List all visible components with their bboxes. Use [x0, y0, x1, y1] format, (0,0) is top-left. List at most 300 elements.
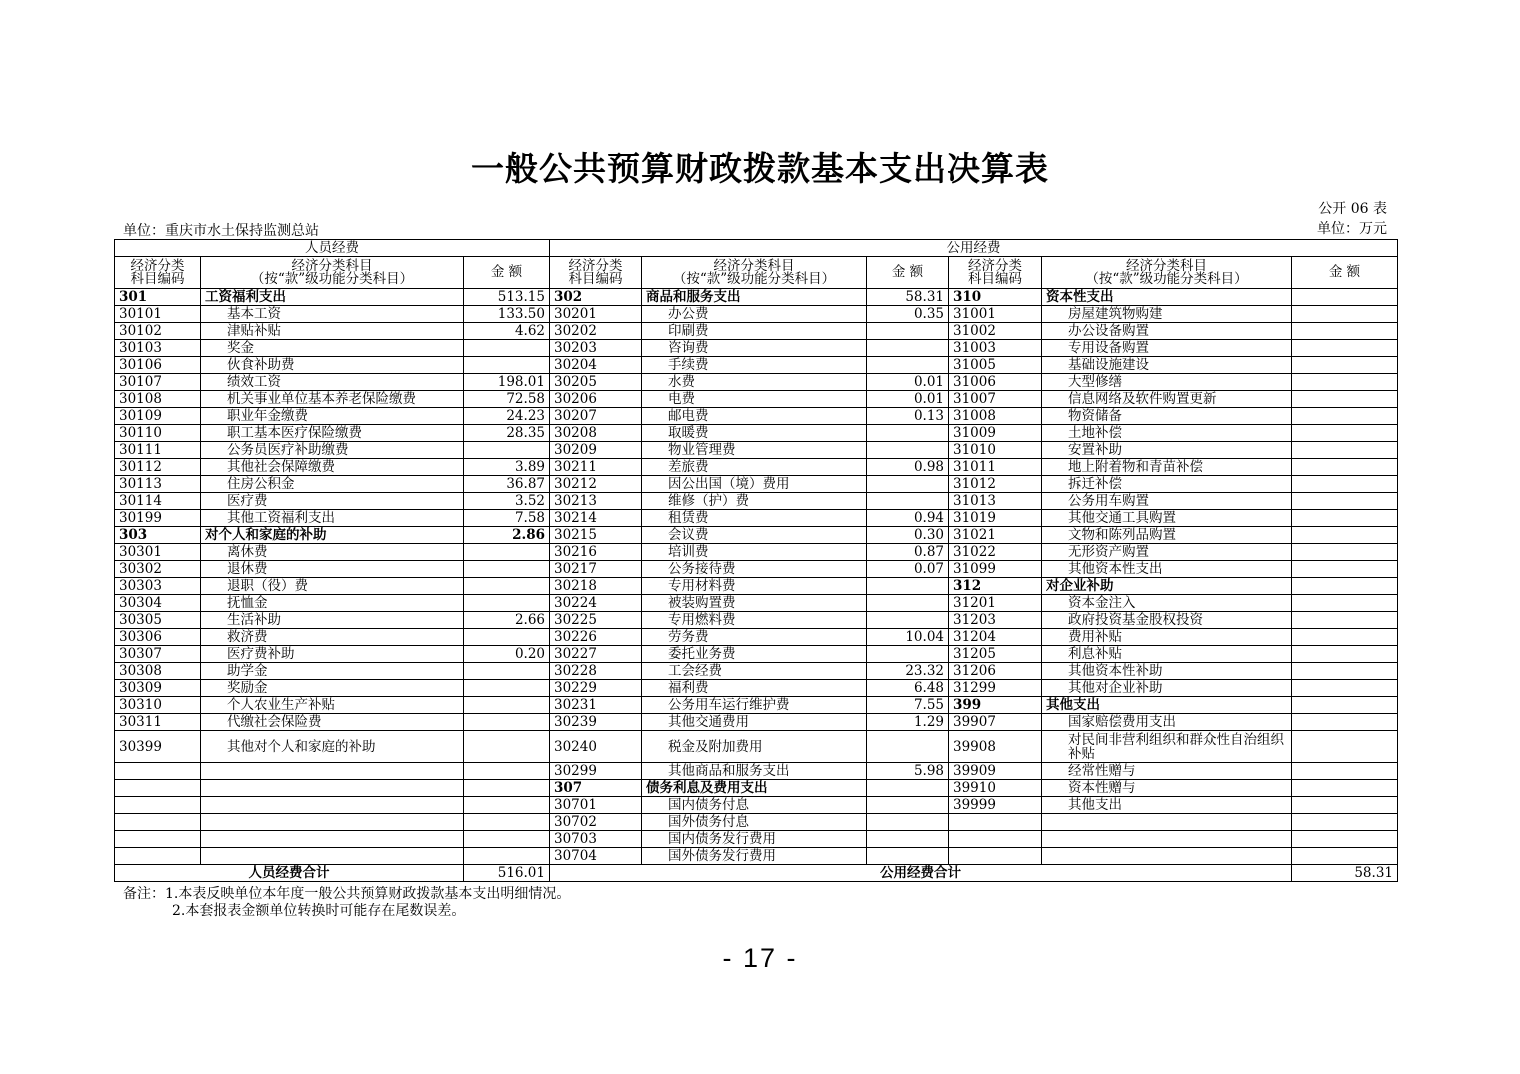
- code-cell: 30102: [115, 323, 201, 340]
- code-cell: 30301: [115, 544, 201, 561]
- code-cell: 30299: [550, 763, 642, 780]
- name-cell: 医疗费: [201, 493, 464, 510]
- table-row: [115, 595, 1398, 612]
- amount-cell: [464, 697, 550, 714]
- amount-cell: [464, 544, 550, 561]
- amount-header: 金 额: [1292, 257, 1398, 289]
- amount-cell: [1292, 476, 1398, 493]
- amount-cell: [867, 442, 949, 459]
- name-cell: 退职（役）费: [201, 578, 464, 595]
- amount-cell: 0.30: [867, 527, 949, 544]
- name-cell: 工会经费: [642, 663, 867, 680]
- name-cell: 福利费: [642, 680, 867, 697]
- name-cell: 大型修缮: [1042, 374, 1292, 391]
- code-cell: [115, 763, 201, 780]
- table-row: [115, 848, 1398, 865]
- name-cell: 因公出国（境）费用: [642, 476, 867, 493]
- code-cell: 30229: [550, 680, 642, 697]
- name-cell: 国内债务付息: [642, 797, 867, 814]
- code-cell: 30702: [550, 814, 642, 831]
- code-cell: 30205: [550, 374, 642, 391]
- name-cell: 绩效工资: [201, 374, 464, 391]
- amount-cell: [1292, 442, 1398, 459]
- code-cell: 30199: [115, 510, 201, 527]
- amount-cell: [1292, 459, 1398, 476]
- totals-row: [115, 865, 1398, 882]
- code-cell: 30217: [550, 561, 642, 578]
- table-row: [115, 663, 1398, 680]
- amount-cell: 0.35: [867, 306, 949, 323]
- code-cell: 30203: [550, 340, 642, 357]
- code-cell: 30399: [115, 731, 201, 763]
- name-cell: 办公费: [642, 306, 867, 323]
- name-cell: 经常性赠与: [1042, 763, 1292, 780]
- code-cell: 30215: [550, 527, 642, 544]
- name-header: 经济分类科目 （按“款”级功能分类科目）: [642, 257, 867, 289]
- table-row: [115, 289, 1398, 306]
- note-line: 2.本套报表金额单位转换时可能存在尾数误差。: [172, 903, 466, 919]
- amount-cell: [867, 595, 949, 612]
- code-cell: 31002: [949, 323, 1042, 340]
- table-row: [115, 527, 1398, 544]
- table-row: [115, 374, 1398, 391]
- code-cell: 30216: [550, 544, 642, 561]
- amount-cell: [464, 595, 550, 612]
- code-cell: 30225: [550, 612, 642, 629]
- code-cell: 30207: [550, 408, 642, 425]
- name-cell: 租赁费: [642, 510, 867, 527]
- code-header: 经济分类 科目编码: [115, 257, 201, 289]
- name-cell: 物资储备: [1042, 408, 1292, 425]
- name-cell: 基本工资: [201, 306, 464, 323]
- amount-cell: [1292, 544, 1398, 561]
- code-cell: 399: [949, 697, 1042, 714]
- name-cell: 咨询费: [642, 340, 867, 357]
- table-row: [115, 763, 1398, 780]
- amount-cell: 4.62: [464, 323, 550, 340]
- code-cell: 30101: [115, 306, 201, 323]
- code-cell: 30110: [115, 425, 201, 442]
- amount-cell: [867, 646, 949, 663]
- amount-cell: [1292, 814, 1398, 831]
- name-header: 经济分类科目 （按“款”级功能分类科目）: [201, 257, 464, 289]
- table-row: [115, 459, 1398, 476]
- name-cell: 办公设备购置: [1042, 323, 1292, 340]
- code-cell: 30231: [550, 697, 642, 714]
- amount-cell: [464, 831, 550, 848]
- code-cell: [115, 780, 201, 797]
- code-cell: [115, 831, 201, 848]
- amount-cell: 7.58: [464, 510, 550, 527]
- name-cell: 退休费: [201, 561, 464, 578]
- table-row: [115, 680, 1398, 697]
- name-cell: 专用设备购置: [1042, 340, 1292, 357]
- name-cell: 国外债务发行费用: [642, 848, 867, 865]
- code-cell: 30240: [550, 731, 642, 763]
- amount-cell: [867, 731, 949, 763]
- page-title: 一般公共预算财政拨款基本支出决算表: [471, 149, 1049, 188]
- amount-cell: [464, 561, 550, 578]
- code-cell: 30109: [115, 408, 201, 425]
- name-cell: 职业年金缴费: [201, 408, 464, 425]
- amount-cell: [867, 425, 949, 442]
- code-cell: 30303: [115, 578, 201, 595]
- money-unit: 单位：万元: [1317, 221, 1387, 237]
- name-cell: 生活补助: [201, 612, 464, 629]
- name-cell: 邮电费: [642, 408, 867, 425]
- name-cell: [1042, 831, 1292, 848]
- amount-cell: [1292, 831, 1398, 848]
- code-cell: [949, 848, 1042, 865]
- header-row-columns: [115, 257, 1398, 289]
- code-cell: 30311: [115, 714, 201, 731]
- code-cell: 39999: [949, 797, 1042, 814]
- code-cell: 31006: [949, 374, 1042, 391]
- code-cell: 31005: [949, 357, 1042, 374]
- amount-cell: [1292, 374, 1398, 391]
- name-cell: 房屋建筑物购建: [1042, 306, 1292, 323]
- code-cell: 30201: [550, 306, 642, 323]
- amount-cell: 513.15: [464, 289, 550, 306]
- name-cell: 安置补助: [1042, 442, 1292, 459]
- code-cell: 30213: [550, 493, 642, 510]
- amount-cell: [1292, 357, 1398, 374]
- code-cell: 39910: [949, 780, 1042, 797]
- name-cell: 其他对企业补助: [1042, 680, 1292, 697]
- amount-cell: [867, 814, 949, 831]
- name-cell: 救济费: [201, 629, 464, 646]
- name-cell: 资本性赠与: [1042, 780, 1292, 797]
- amount-cell: [867, 493, 949, 510]
- code-cell: 31011: [949, 459, 1042, 476]
- personnel-header: 人员经费: [115, 240, 550, 257]
- amount-cell: [867, 476, 949, 493]
- code-cell: 31299: [949, 680, 1042, 697]
- amount-cell: 0.98: [867, 459, 949, 476]
- code-cell: 30107: [115, 374, 201, 391]
- table-row: [115, 646, 1398, 663]
- code-cell: 30111: [115, 442, 201, 459]
- code-cell: 30302: [115, 561, 201, 578]
- amount-cell: 1.29: [867, 714, 949, 731]
- amount-cell: 0.01: [867, 391, 949, 408]
- name-cell: 国外债务付息: [642, 814, 867, 831]
- code-cell: 312: [949, 578, 1042, 595]
- amount-cell: [464, 763, 550, 780]
- name-cell: 资本金注入: [1042, 595, 1292, 612]
- code-cell: 31206: [949, 663, 1042, 680]
- amount-cell: [1292, 323, 1398, 340]
- name-cell: 其他资本性补助: [1042, 663, 1292, 680]
- code-cell: 30202: [550, 323, 642, 340]
- code-cell: 30114: [115, 493, 201, 510]
- table-row: [115, 831, 1398, 848]
- name-cell: 对个人和家庭的补助: [201, 527, 464, 544]
- amount-cell: 5.98: [867, 763, 949, 780]
- code-cell: 39908: [949, 731, 1042, 763]
- name-cell: 利息补贴: [1042, 646, 1292, 663]
- amount-cell: 0.13: [867, 408, 949, 425]
- code-cell: 30214: [550, 510, 642, 527]
- code-cell: 30108: [115, 391, 201, 408]
- name-cell: 奖金: [201, 340, 464, 357]
- name-cell: 其他对个人和家庭的补助: [201, 731, 464, 763]
- amount-cell: 6.48: [867, 680, 949, 697]
- amount-cell: [464, 663, 550, 680]
- name-cell: [1042, 848, 1292, 865]
- code-cell: [949, 831, 1042, 848]
- code-header: 经济分类 科目编码: [550, 257, 642, 289]
- name-cell: 其他交通费用: [642, 714, 867, 731]
- code-cell: 30306: [115, 629, 201, 646]
- code-cell: 39909: [949, 763, 1042, 780]
- table-row: [115, 561, 1398, 578]
- code-cell: 31003: [949, 340, 1042, 357]
- code-cell: 30305: [115, 612, 201, 629]
- table-row: [115, 306, 1398, 323]
- name-cell: [201, 780, 464, 797]
- code-cell: 30226: [550, 629, 642, 646]
- name-cell: 手续费: [642, 357, 867, 374]
- name-cell: 信息网络及软件购置更新: [1042, 391, 1292, 408]
- name-cell: 抚恤金: [201, 595, 464, 612]
- name-cell: 物业管理费: [642, 442, 867, 459]
- form-number: 公开 06 表: [1318, 201, 1387, 217]
- code-cell: 30209: [550, 442, 642, 459]
- name-cell: 公务用车购置: [1042, 493, 1292, 510]
- public-total-value: 58.31: [1292, 865, 1398, 882]
- table-row: [115, 612, 1398, 629]
- name-cell: 商品和服务支出: [642, 289, 867, 306]
- amount-cell: [464, 780, 550, 797]
- amount-cell: 0.94: [867, 510, 949, 527]
- name-cell: 专用燃料费: [642, 612, 867, 629]
- amount-cell: 0.20: [464, 646, 550, 663]
- name-cell: 地上附着物和青苗补偿: [1042, 459, 1292, 476]
- table-row: [115, 391, 1398, 408]
- table-body: [115, 289, 1398, 865]
- name-cell: 伙食补助费: [201, 357, 464, 374]
- table-row: [115, 544, 1398, 561]
- name-cell: 公务员医疗补助缴费: [201, 442, 464, 459]
- code-cell: 30704: [550, 848, 642, 865]
- amount-header: 金 额: [464, 257, 550, 289]
- name-cell: [201, 814, 464, 831]
- header-row-groups: [115, 240, 1398, 257]
- name-cell: 委托业务费: [642, 646, 867, 663]
- name-cell: 土地补偿: [1042, 425, 1292, 442]
- table-row: [115, 697, 1398, 714]
- name-cell: 印刷费: [642, 323, 867, 340]
- amount-cell: [1292, 697, 1398, 714]
- amount-cell: [867, 323, 949, 340]
- amount-cell: [1292, 731, 1398, 763]
- table-row: [115, 442, 1398, 459]
- code-cell: 31007: [949, 391, 1042, 408]
- amount-cell: [1292, 714, 1398, 731]
- reporting-unit: 单位：重庆市水土保持监测总站: [123, 223, 319, 239]
- code-cell: 30106: [115, 357, 201, 374]
- code-cell: 31008: [949, 408, 1042, 425]
- amount-cell: [1292, 612, 1398, 629]
- amount-cell: [464, 714, 550, 731]
- amount-cell: [464, 848, 550, 865]
- name-cell: 资本性支出: [1042, 289, 1292, 306]
- code-cell: 31204: [949, 629, 1042, 646]
- amount-cell: [1292, 763, 1398, 780]
- table-row: [115, 408, 1398, 425]
- amount-cell: [867, 780, 949, 797]
- table-row: [115, 425, 1398, 442]
- personnel-total-value: 516.01: [464, 865, 550, 882]
- name-cell: 其他工资福利支出: [201, 510, 464, 527]
- code-cell: [115, 814, 201, 831]
- code-cell: 30701: [550, 797, 642, 814]
- code-cell: 30212: [550, 476, 642, 493]
- amount-cell: [464, 578, 550, 595]
- amount-cell: [1292, 848, 1398, 865]
- amount-cell: [867, 848, 949, 865]
- name-cell: 其他支出: [1042, 697, 1292, 714]
- code-cell: 301: [115, 289, 201, 306]
- name-cell: 税金及附加费用: [642, 731, 867, 763]
- name-cell: 专用材料费: [642, 578, 867, 595]
- name-cell: [201, 848, 464, 865]
- name-cell: 其他资本性支出: [1042, 561, 1292, 578]
- code-cell: [949, 814, 1042, 831]
- name-cell: 拆迁补偿: [1042, 476, 1292, 493]
- code-cell: 30308: [115, 663, 201, 680]
- amount-cell: 36.87: [464, 476, 550, 493]
- table-row: [115, 629, 1398, 646]
- code-cell: 31203: [949, 612, 1042, 629]
- public-total-label: 公用经费合计: [550, 865, 1292, 882]
- amount-cell: [1292, 289, 1398, 306]
- amount-cell: [464, 814, 550, 831]
- amount-cell: [1292, 561, 1398, 578]
- code-cell: [115, 797, 201, 814]
- name-cell: 其他社会保障缴费: [201, 459, 464, 476]
- code-cell: 30227: [550, 646, 642, 663]
- code-cell: 31019: [949, 510, 1042, 527]
- amount-cell: 0.87: [867, 544, 949, 561]
- name-cell: 职工基本医疗保险缴费: [201, 425, 464, 442]
- amount-cell: 10.04: [867, 629, 949, 646]
- amount-cell: [1292, 425, 1398, 442]
- name-cell: 住房公积金: [201, 476, 464, 493]
- amount-cell: [867, 357, 949, 374]
- amount-cell: 0.01: [867, 374, 949, 391]
- code-header: 经济分类 科目编码: [949, 257, 1042, 289]
- table-row: [115, 510, 1398, 527]
- code-cell: 303: [115, 527, 201, 544]
- code-cell: 302: [550, 289, 642, 306]
- amount-header: 金 额: [867, 257, 949, 289]
- name-cell: 国家赔偿费用支出: [1042, 714, 1292, 731]
- name-cell: 水费: [642, 374, 867, 391]
- name-cell: 医疗费补助: [201, 646, 464, 663]
- code-cell: 39907: [949, 714, 1042, 731]
- name-cell: 工资福利支出: [201, 289, 464, 306]
- name-cell: 无形资产购置: [1042, 544, 1292, 561]
- amount-cell: [464, 680, 550, 697]
- amount-cell: 2.86: [464, 527, 550, 544]
- name-cell: 费用补贴: [1042, 629, 1292, 646]
- code-cell: 31021: [949, 527, 1042, 544]
- name-cell: 会议费: [642, 527, 867, 544]
- code-cell: 30703: [550, 831, 642, 848]
- amount-cell: [1292, 527, 1398, 544]
- amount-cell: 3.52: [464, 493, 550, 510]
- code-cell: 30113: [115, 476, 201, 493]
- name-cell: 津贴补贴: [201, 323, 464, 340]
- amount-cell: [1292, 340, 1398, 357]
- amount-cell: [867, 797, 949, 814]
- name-cell: 文物和陈列品购置: [1042, 527, 1292, 544]
- code-cell: 30307: [115, 646, 201, 663]
- code-cell: 30208: [550, 425, 642, 442]
- code-cell: 31001: [949, 306, 1042, 323]
- code-cell: 30304: [115, 595, 201, 612]
- code-cell: 31205: [949, 646, 1042, 663]
- name-cell: 对企业补助: [1042, 578, 1292, 595]
- amount-cell: 23.32: [867, 663, 949, 680]
- amount-cell: [1292, 306, 1398, 323]
- name-cell: [201, 831, 464, 848]
- amount-cell: [464, 357, 550, 374]
- table-row: [115, 714, 1398, 731]
- table-row: [115, 323, 1398, 340]
- amount-cell: 2.66: [464, 612, 550, 629]
- code-cell: 307: [550, 780, 642, 797]
- name-cell: 公务接待费: [642, 561, 867, 578]
- amount-cell: [1292, 578, 1398, 595]
- code-cell: 30211: [550, 459, 642, 476]
- note-line: 备注：1.本表反映单位本年度一般公共预算财政拨款基本支出明细情况。: [123, 886, 571, 902]
- amount-cell: [464, 340, 550, 357]
- amount-cell: [1292, 408, 1398, 425]
- amount-cell: [1292, 391, 1398, 408]
- name-cell: 取暖费: [642, 425, 867, 442]
- name-cell: 离休费: [201, 544, 464, 561]
- table-row: [115, 731, 1398, 763]
- name-header: 经济分类科目 （按“款”级功能分类科目）: [1042, 257, 1292, 289]
- amount-cell: [867, 612, 949, 629]
- name-cell: 个人农业生产补贴: [201, 697, 464, 714]
- amount-cell: [1292, 797, 1398, 814]
- name-cell: 政府投资基金股权投资: [1042, 612, 1292, 629]
- name-cell: 劳务费: [642, 629, 867, 646]
- amount-cell: [867, 831, 949, 848]
- name-cell: 代缴社会保险费: [201, 714, 464, 731]
- table-row: [115, 493, 1398, 510]
- amount-cell: [464, 442, 550, 459]
- amount-cell: [1292, 510, 1398, 527]
- name-cell: 被装购置费: [642, 595, 867, 612]
- code-cell: 31099: [949, 561, 1042, 578]
- name-cell: 助学金: [201, 663, 464, 680]
- code-cell: 30228: [550, 663, 642, 680]
- code-cell: 31012: [949, 476, 1042, 493]
- code-cell: 30218: [550, 578, 642, 595]
- name-cell: 基础设施建设: [1042, 357, 1292, 374]
- name-cell: 其他商品和服务支出: [642, 763, 867, 780]
- amount-cell: [1292, 780, 1398, 797]
- table-row: [115, 357, 1398, 374]
- table-row: [115, 780, 1398, 797]
- name-cell: [201, 797, 464, 814]
- amount-cell: [464, 731, 550, 763]
